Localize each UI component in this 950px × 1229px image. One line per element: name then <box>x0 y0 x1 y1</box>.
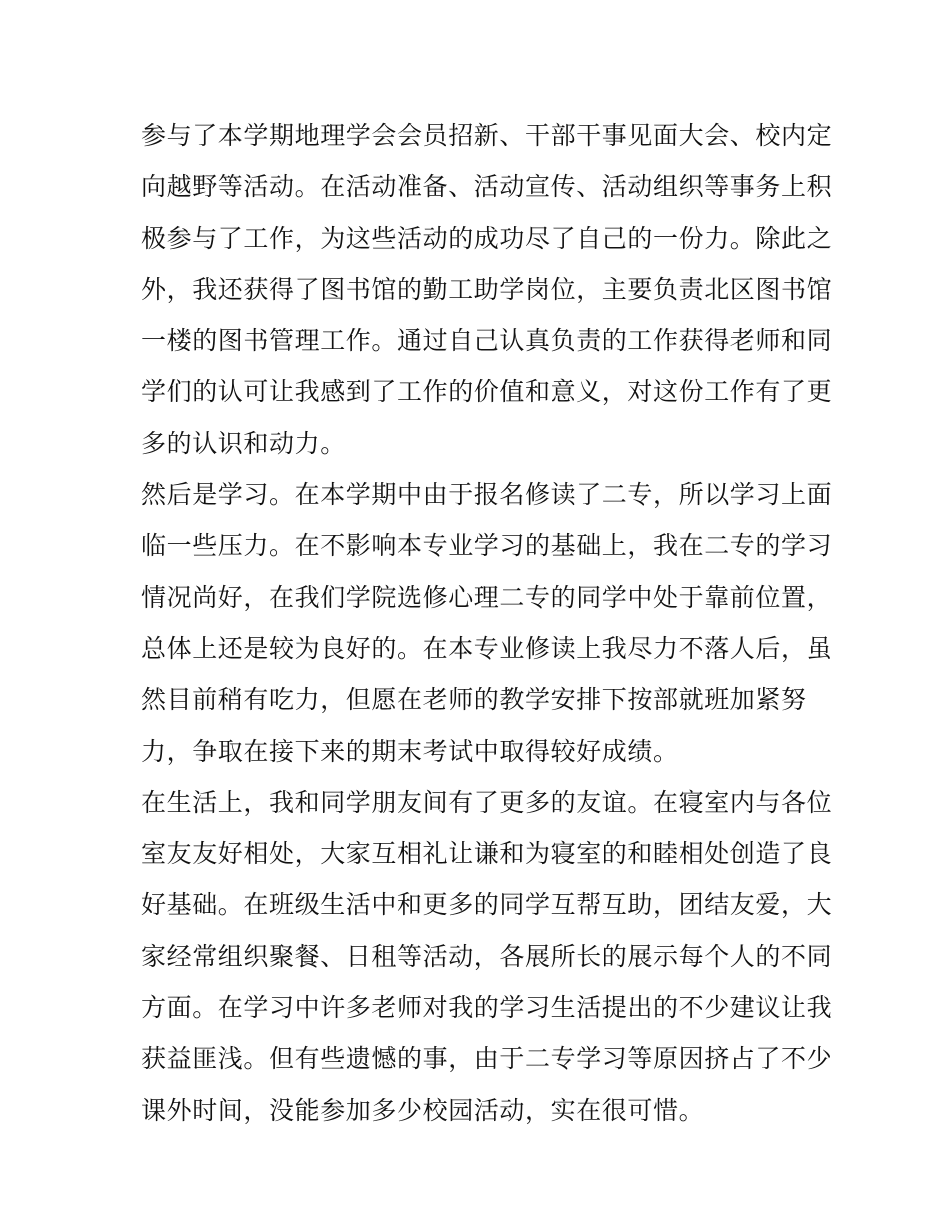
text-line: 课外时间，没能参加多少校园活动，实在很可惜。 <box>141 1095 705 1125</box>
text-line: 获益匪浅。但有些遗憾的事，由于二专学习等原因挤占了不少 <box>141 1044 833 1074</box>
text-line: 临一些压力。在不影响本专业学习的基础上，我在二专的学习 <box>141 531 833 561</box>
text-line: 向越野等活动。在活动准备、活动宣传、活动组织等事务上积 <box>141 172 833 202</box>
text-line: 室友友好相处，大家互相礼让谦和为寝室的和睦相处创造了良 <box>141 839 833 869</box>
text-line: 总体上还是较为良好的。在本专业修读上我尽力不落人后，虽 <box>141 633 833 663</box>
text-line: 多的认识和动力。 <box>141 428 346 458</box>
text-line: 一楼的图书管理工作。通过自己认真负责的工作获得老师和同 <box>141 326 833 356</box>
text-line: 学们的认可让我感到了工作的价值和意义，对这份工作有了更 <box>141 377 833 407</box>
text-line: 在生活上，我和同学朋友间有了更多的友谊。在寝室内与各位 <box>141 787 833 817</box>
text-line: 然后是学习。在本学期中由于报名修读了二专，所以学习上面 <box>141 480 833 510</box>
text-line: 方面。在学习中许多老师对我的学习生活提出的不少建议让我 <box>141 993 833 1023</box>
text-line: 力，争取在接下来的期末考试中取得较好成绩。 <box>141 736 679 766</box>
text-line: 好基础。在班级生活中和更多的同学互帮互助，团结友爱，大 <box>141 890 833 920</box>
text-line: 极参与了工作，为这些活动的成功尽了自己的一份力。除此之 <box>141 223 833 253</box>
text-line: 然目前稍有吃力，但愿在老师的教学安排下按部就班加紧努 <box>141 685 807 715</box>
text-line: 参与了本学期地理学会会员招新、干部干事见面大会、校内定 <box>141 121 833 150</box>
text-line: 家经常组织聚餐、日租等活动，各展所长的展示每个人的不同 <box>141 941 833 971</box>
document-body <box>141 110 833 1136</box>
text-line: 情况尚好，在我们学院选修心理二专的同学中处于靠前位置， <box>141 582 833 612</box>
text-line: 外，我还获得了图书馆的勤工助学岗位，主要负责北区图书馆 <box>141 274 833 304</box>
